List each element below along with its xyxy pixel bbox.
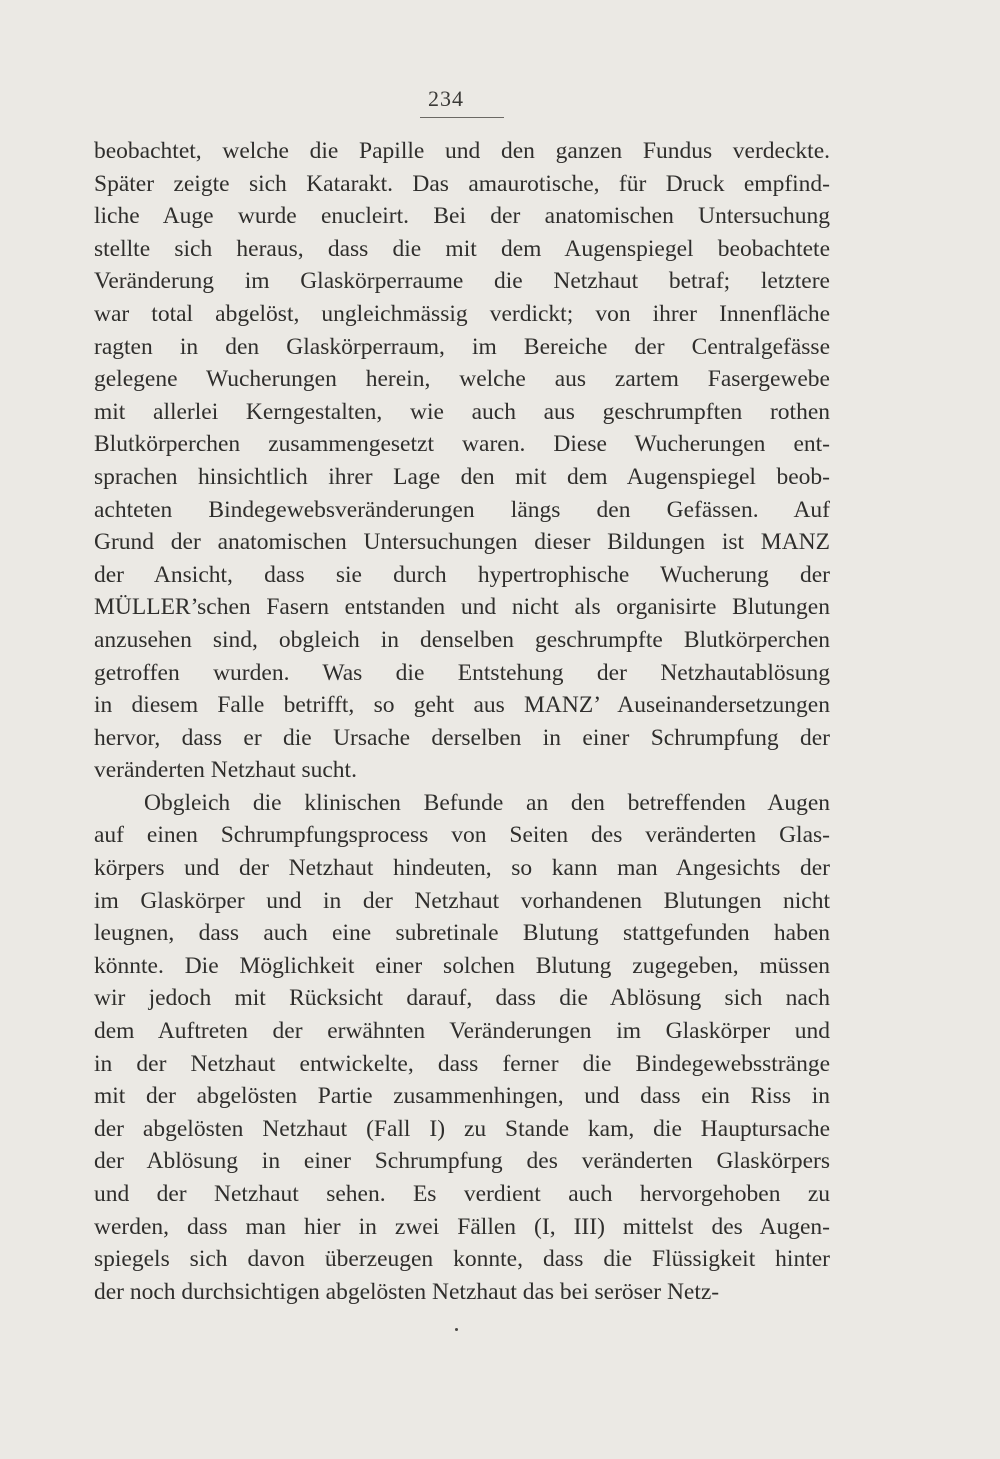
text-line: auf einen Schrumpfungsprocess von Seiten des veränderten Glas-: [94, 822, 830, 849]
text-line: sprachen hinsichtlich ihrer Lage den mit dem Augenspiegel beob-: [94, 463, 830, 490]
text-line: Grund der anatomischen Untersuchungen dieser Bildungen ist MANZ: [94, 529, 830, 556]
text-line: könnte. Die Möglichkeit einer solchen Blutung zugegeben, müssen: [94, 952, 830, 979]
text-line: und der Netzhaut sehen. Es verdient auch hervorgehoben zu: [94, 1181, 830, 1207]
text-line: in diesem Falle betrifft, so geht aus MANZ’ Auseinandersetzungen: [94, 692, 830, 719]
text-line: gelegene Wucherungen herein, welche aus zartem Fasergewebe: [94, 366, 830, 393]
text-line: werden, dass man hier in zwei Fällen (I, III) mittelst des Augen-: [94, 1213, 830, 1240]
text-line: der noch durchsichtigen abgelösten Netzhaut das bei seröser Netz-: [94, 1278, 720, 1305]
text-line: liche Auge wurde enucleirt. Bei der anatomischen Untersuchung: [94, 203, 830, 230]
text-line: Später zeigte sich Katarakt. Das amaurotische, für Druck empfind-: [94, 170, 830, 197]
paragraph-1: [94, 135, 830, 787]
text-line: anzusehen sind, obgleich in denselben geschrumpfte Blutkörperchen: [94, 626, 830, 653]
text-line: der abgelösten Netzhaut (Fall I) zu Stande kam, die Hauptursache: [94, 1115, 830, 1142]
text-line: spiegels sich davon überzeugen konnte, dass die Flüssigkeit hinter: [94, 1246, 830, 1273]
page-number-rule: [420, 117, 504, 118]
text-line: der Ansicht, dass sie durch hypertrophische Wucherung der: [94, 561, 830, 588]
text-line: mit der abgelösten Partie zusammenhingen, und dass ein Riss in: [94, 1083, 830, 1110]
text-line: mit allerlei Kerngestalten, wie auch aus geschrumpften rothen: [94, 398, 830, 425]
text-line: war total abgelöst, ungleichmässig verdickt; von ihrer Innenfläche: [94, 300, 830, 327]
text-line: der Ablösung in einer Schrumpfung des veränderten Glaskörpers: [94, 1148, 830, 1175]
text-line: getroffen wurden. Was die Entstehung der Netzhautablösung: [94, 659, 830, 686]
text-line: MÜLLER’schen Fasern entstanden und nicht als organisirte Blutungen: [94, 594, 830, 621]
text-line: in der Netzhaut entwickelte, dass ferner die Bindegewebsstränge: [94, 1050, 830, 1077]
text-line: veränderten Netzhaut sucht.: [94, 757, 357, 784]
text-line: achteten Bindegewebsveränderungen längs den Gefässen. Auf: [94, 496, 830, 523]
body-text: [94, 135, 830, 1308]
text-line: ragten in den Glaskörperraum, im Bereiche der Centralgefässe: [94, 333, 830, 360]
text-line: Obgleich die klinischen Befunde an den betreffenden Augen: [144, 789, 830, 816]
text-line: körpers und der Netzhaut hindeuten, so kann man Angesichts der: [94, 855, 830, 882]
text-line: Veränderung im Glaskörperraume die Netzhaut betraf; letztere: [94, 268, 830, 295]
text-line: im Glaskörper und in der Netzhaut vorhandenen Blutungen nicht: [94, 887, 830, 914]
text-line: hervor, dass er die Ursache derselben in einer Schrumpfung der: [94, 724, 830, 751]
text-line: leugnen, dass auch eine subretinale Blutung stattgefunden haben: [94, 920, 830, 947]
ink-speck: [455, 1328, 458, 1331]
page-number: 234: [428, 86, 464, 111]
text-line: wir jedoch mit Rücksicht darauf, dass die Ablösung sich nach: [94, 985, 830, 1012]
paragraph-2: [94, 787, 830, 1309]
text-line: stellte sich heraus, dass die mit dem Augenspiegel beobachtete: [94, 235, 830, 262]
text-line: Blutkörperchen zusammengesetzt waren. Diese Wucherungen ent-: [94, 431, 830, 458]
text-line: dem Auftreten der erwähnten Veränderungen im Glaskörper und: [94, 1018, 830, 1045]
text-line: beobachtet, welche die Papille und den ganzen Fundus verdeckte.: [94, 138, 830, 164]
